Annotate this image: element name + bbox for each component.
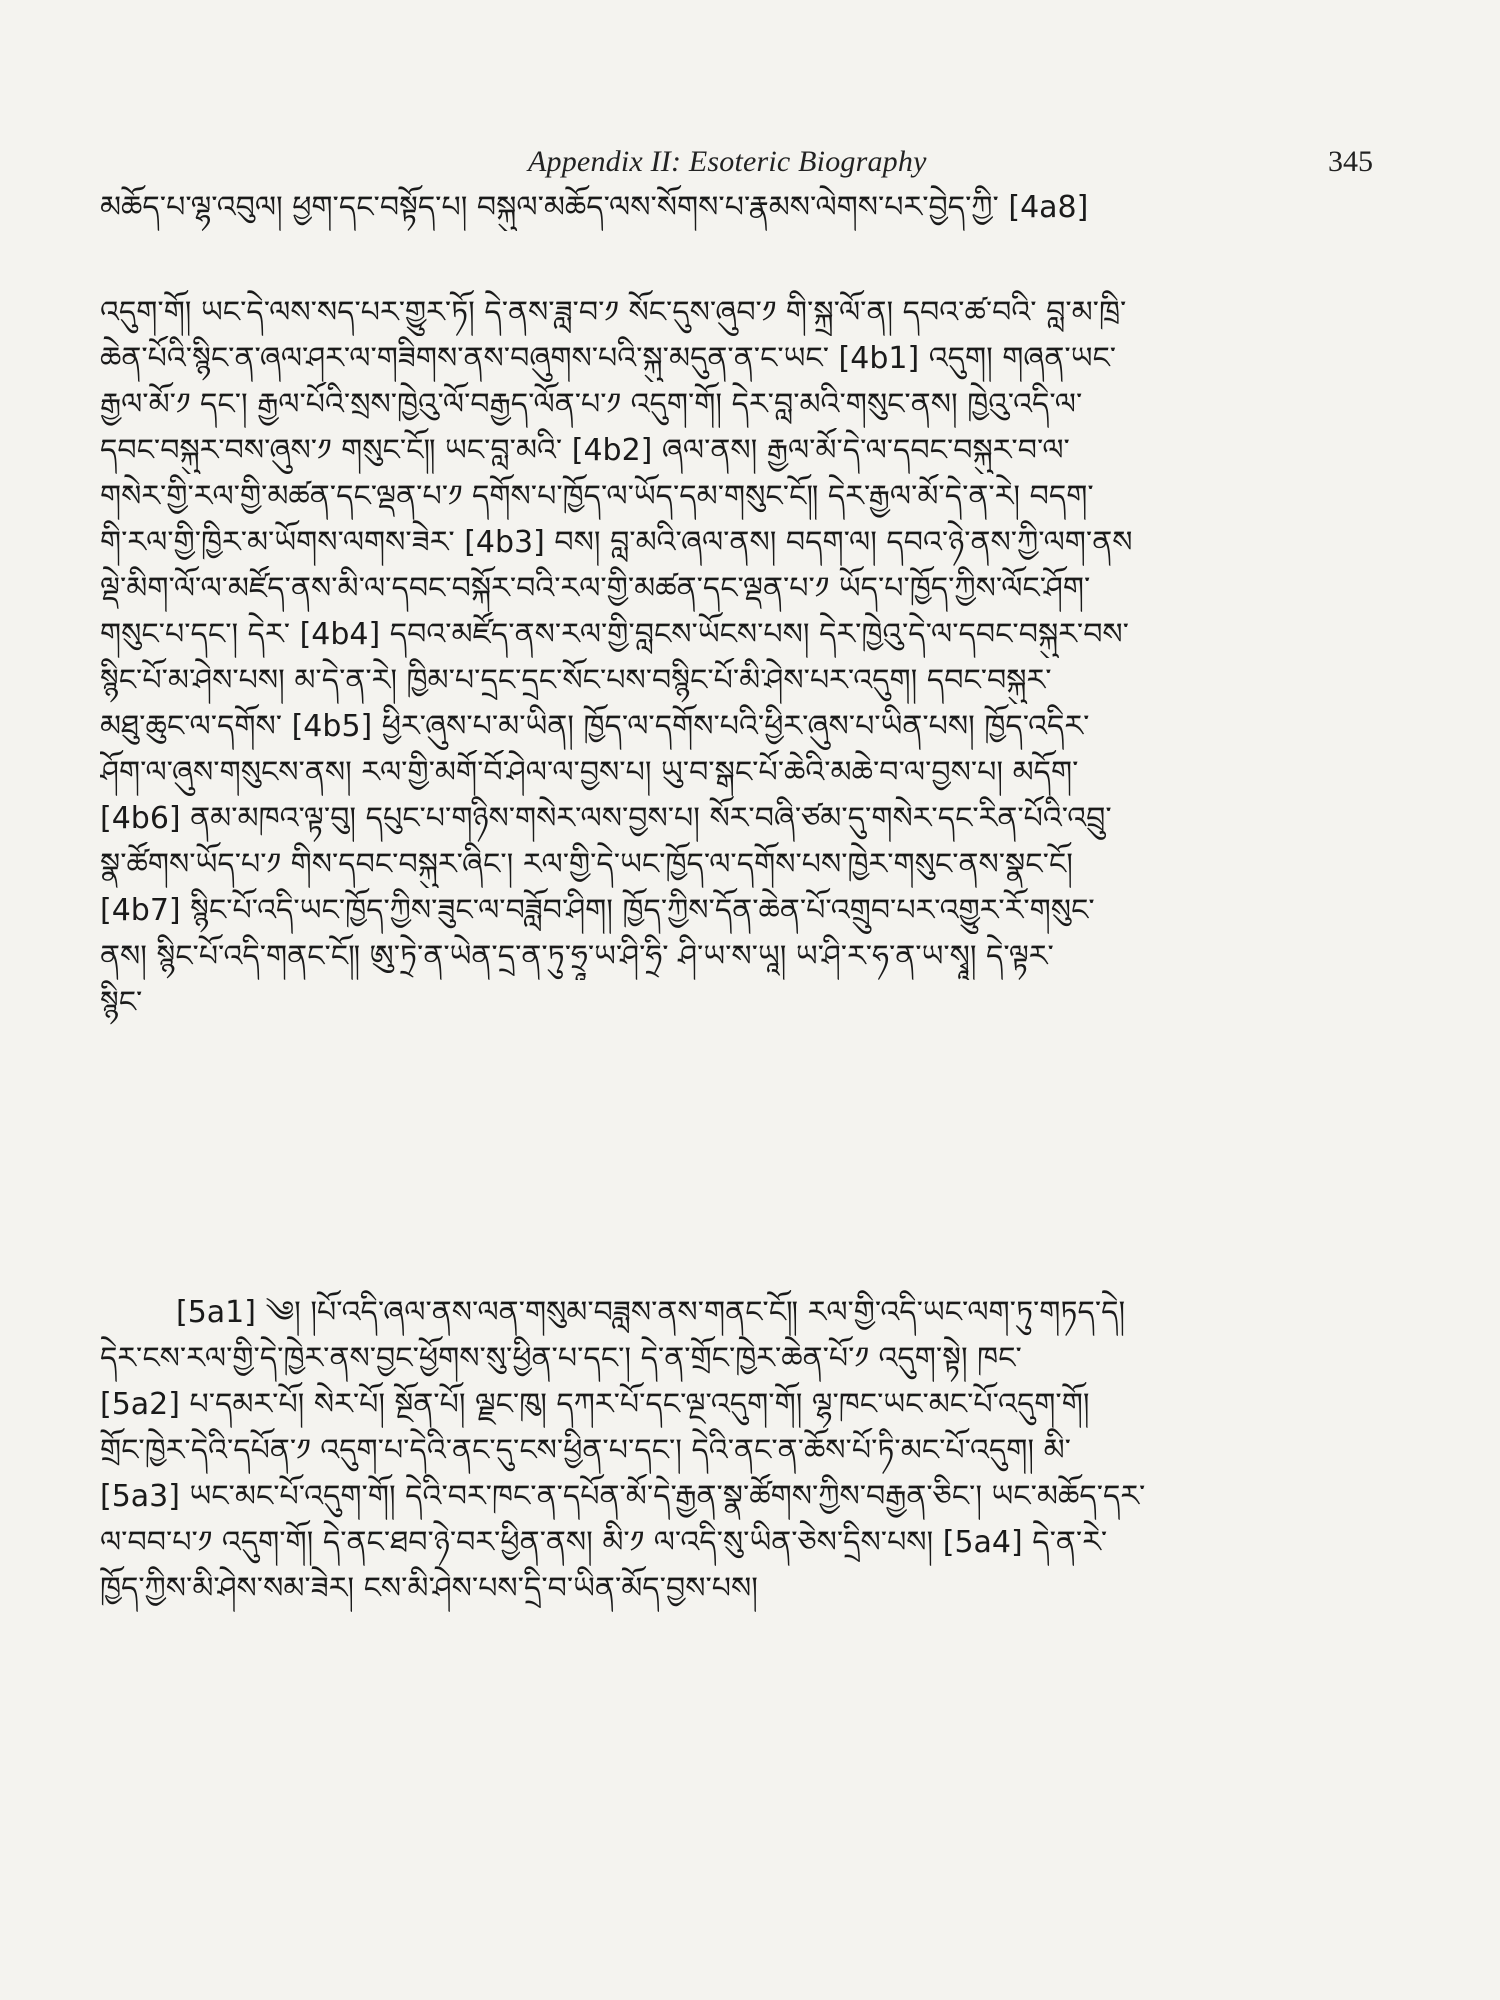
text-line: སྙིང་	[100, 985, 143, 1020]
text-line: གྲོང་ཁྱེར་དེའི་དཔོན་༡ འདུག་པ་དེའི་ནང་དུ་ངས་ཕྱིན་པ་དང་། དེའི་ནང་ན་ཆོས་པོ་ཏི་མང་པོ་འདུག། མི་	[100, 1433, 1071, 1468]
paragraph-3	[100, 1290, 1430, 1612]
paragraph-1	[100, 185, 1430, 231]
text-line: སྣ་ཚོགས་ཡོད་པ་༡ གིས་དབང་བསྐུར་ཞིང་། རལ་གྱི་དེ་ཡང་ཁྱོད་ལ་དགོས་པས་ཁྱེར་གསུང་ནས་སྣང་ངོ།	[100, 847, 1073, 882]
text-line: མཆོད་པ་ལྷ་འབུལ། ཕྱག་དང་བསྟོད་པ། བསྐུལ་མཆོད་ལས་སོགས་པ་རྣམས་ལེགས་པར་བྱེད་ཀྱི་ [4a8]	[100, 190, 1089, 225]
text-line: གི་རལ་གྱི་ཁྱིར་མ་ཡོགས་ལགས་ཟེར་ [4b3] བས། བླ་མའི་ཞལ་ནས། བདག་ལ། དབའ་ཉེ་ནས་ཀྱི་ལག་ནས	[100, 525, 1133, 560]
text-line: གསེར་གྱི་རལ་གྱི་མཚན་དང་ལྡན་པ་༡ དགོས་པ་ཁྱོད་ལ་ཡོད་དམ་གསུང་ངོ༎ དེར་རྒྱལ་མོ་དེ་ན་རེ། བདག་	[100, 479, 1094, 514]
text-line: མཐུ་ཆུང་ལ་དགོས་ [4b5] ཕྱིར་ཞུས་པ་མ་ཡིན། ཁྱོད་ལ་དགོས་པའི་ཕྱིར་ཞུས་པ་ཡིན་པས། ཁྱོད་འདིར་	[100, 709, 1090, 744]
text-line: ཤོག་ལ་ཞུས་གསུངས་ནས། རལ་གྱི་མགོ་བོ་ཤེལ་ལ་བྱས་པ། ཡུ་བ་སྒང་པོ་ཆེའི་མཆེ་བ་ལ་བྱས་པ། མདོག་	[100, 755, 1079, 790]
running-header-title: Appendix II: Esoteric Biography	[528, 145, 927, 178]
text-line: [4b7] སྙིང་པོ་འདི་ཡང་ཁྱོད་ཀྱིས་ཟུང་ལ་བཟློབ་ཤིག། ཁྱོད་ཀྱིས་དོན་ཆེན་པོ་འགྲུབ་པར་འགྱུར་རོ་གསུང་	[100, 893, 1095, 928]
text-line: ཁྱོད་ཀྱིས་མི་ཤེས་སམ་ཟེར། ངས་མི་ཤེས་པས་དྲི་བ་ཡིན་མོད་བྱས་པས།	[100, 1571, 758, 1606]
paragraph-2	[100, 290, 1430, 1026]
page-number: 345	[1328, 145, 1373, 178]
running-header	[0, 145, 1500, 185]
text-line: དབང་བསྐུར་བས་ཞུས་༡ གསུང་ངོ༎ ཡང་བླ་མའི་ [4b2] ཞལ་ནས། རྒྱལ་མོ་དེ་ལ་དབང་བསྐུར་བ་ལ་	[100, 433, 1070, 468]
text-line: ཆེན་པོའི་སྙིང་ན་ཞལ་ཤར་ལ་གཟིགས་ནས་བཞུགས་པའི་སྐུ་མདུན་ན་ང་ཡང་ [4b1] འདུག། གཞན་ཡང་	[100, 341, 1117, 376]
text-line: རྒྱལ་མོ་༡ དང་། རྒྱལ་པོའི་སྲས་ཁྱེའུ་ལོ་བརྒྱད་ལོན་པ་༡ འདུག་གོ། དེར་བླ་མའི་གསུང་ནས། ཁྱེའུ་འདི་ལ་	[100, 387, 1083, 422]
text-line: [5a3] ཡང་མང་པོ་འདུག་གོ། དེའི་བར་ཁང་ན་དཔོན་མོ་དེ་རྒྱན་སྣ་ཚོགས་ཀྱིས་བརྒྱན་ཅིང་། ཡང་མཆོད་དར་	[100, 1479, 1146, 1514]
text-line: ལྡེ་མིག་ལོ་ལ་མཛོད་ནས་མི་ལ་དབང་བསྐོར་བའི་རལ་གྱི་མཚན་དང་ལྡན་པ་༡ ཡོད་པ་ཁྱོད་ཀྱིས་ལོང་ཤོག་	[100, 571, 1091, 606]
text-line: [5a1] ༄། །པོ་འདི་ཞལ་ནས་ལན་གསུམ་བཟླས་ནས་གནང་ངོ༎ རལ་གྱི་འདི་ཡང་ལག་ཏུ་གཏད་དེ།	[176, 1295, 1126, 1330]
text-line: ལ་བབ་པ་༡ འདུག་གོ། དེ་ནང་ཐབ་ཉེ་བར་ཕྱིན་ནས། མི་༡ ལ་འདི་སུ་ཡིན་ཅེས་དྲིས་པས། [5a4] དེ་ན་རེ་	[100, 1525, 1108, 1560]
text-line: འདུག་གོ། ཡང་དེ་ལས་སད་པར་གྱུར་ཏོ། དེ་ནས་ཟླ་བ་༡ སོང་དུས་ཞུབ་༡ གི་སྐྲ་ལོ་ན། དབའ་ཚ་བའི་ བླ་མ་ཁྲི་	[100, 295, 1127, 330]
text-line: ནས། སྙིང་པོ་འདི་གནང་ངོ༎ ཨུ་ཏྲེ་ན་ཡེན་དྲ་ན་ཏུ་ཧྲཱ་ཡ་ཤི་ཧྲི་ ཤི་ཡ་ས་ཡཱ། ཡ་ཤི་ར་ཧ་ན་ཡ་སྭཱ། དེ་ལྟར་	[100, 939, 1054, 974]
text-line: དེར་ངས་རལ་གྱི་དེ་ཁྱེར་ནས་བྱང་ཕྱོགས་སུ་ཕྱིན་པ་དང་། དེ་ན་གྲོང་ཁྱེར་ཆེན་པོ་༡ འདུག་སྟེ། ཁང་	[100, 1341, 1022, 1376]
text-line: [5a2] པ་དམར་པོ། སེར་པོ། སྔོན་པོ། ལྗང་ཁུ། དཀར་པོ་དང་ལྔ་འདུག་གོ། ལྷ་ཁང་ཡང་མང་པོ་འདུག་གོ།	[100, 1387, 1090, 1422]
text-line: གསུང་པ་དང་། དེར་ [4b4] དབའ་མཛོད་ནས་རལ་གྱི་བླངས་ཡོངས་པས། དེར་ཁྱེའུ་དེ་ལ་དབང་བསྐུར་བས་	[100, 617, 1129, 652]
text-line: [4b6] ནམ་མཁའ་ལྟ་བུ། དཔུང་པ་གཉིས་གསེར་ལས་བྱས་པ། སོར་བཞི་ཙམ་དུ་གསེར་དང་རིན་པོའི་འབྲུ་	[100, 801, 1112, 836]
text-line: སྙིང་པོ་མ་ཤེས་པས། མ་དེ་ན་རེ། ཁྱིམ་པ་དྲང་དྲང་སོང་པས་བསྙིང་པོ་མི་ཤེས་པར་འདུག། དབང་བསྐུར་	[100, 663, 1052, 698]
